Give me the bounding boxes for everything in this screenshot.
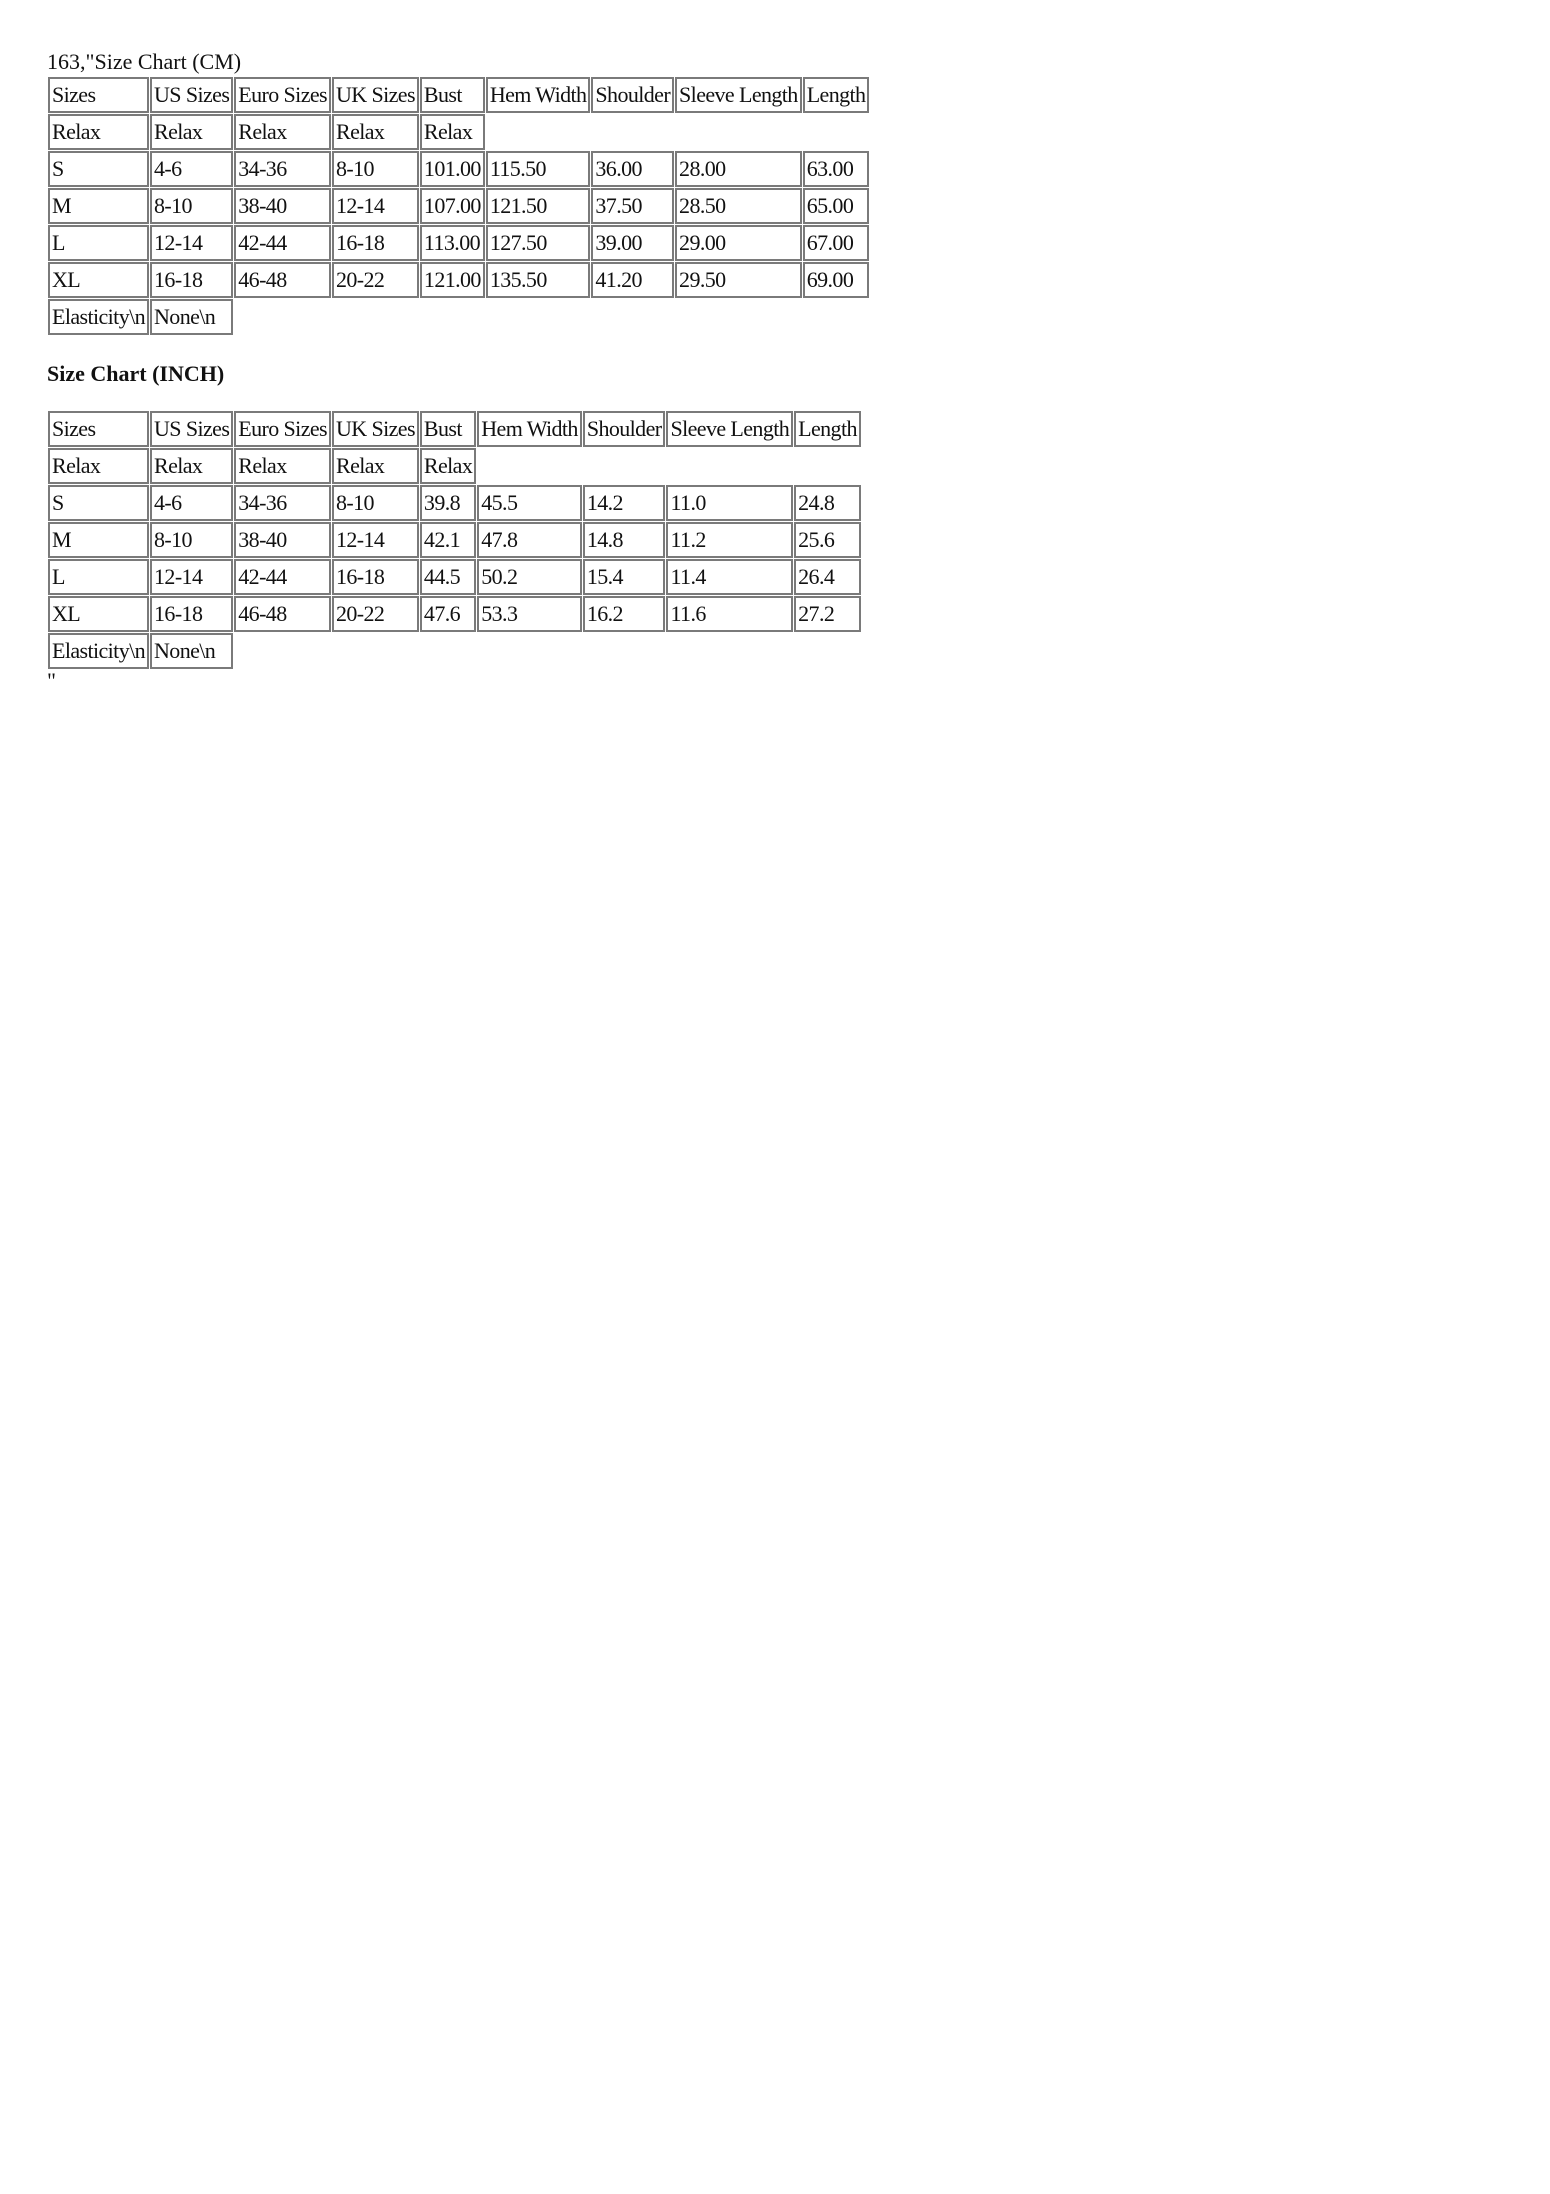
table-cell: 11.2: [666, 522, 793, 558]
header-cell: Sleeve Length: [666, 411, 793, 447]
relax-row: [48, 448, 861, 484]
header-cell: Euro Sizes: [234, 77, 331, 113]
elasticity-value-cell: None\n: [150, 633, 233, 669]
header-row: [48, 77, 869, 113]
table-cell: 113.00: [420, 225, 485, 261]
table-cell: L: [48, 225, 149, 261]
table-cell: 41.20: [591, 262, 674, 298]
header-cell: Hem Width: [477, 411, 582, 447]
elasticity-label-cell: Elasticity\n: [48, 633, 149, 669]
table-row: [48, 225, 869, 261]
table-row: [48, 485, 861, 521]
size-chart-cm-table: [47, 76, 870, 336]
table-cell: 16-18: [150, 262, 233, 298]
relax-cell: Relax: [150, 448, 233, 484]
header-cell: Shoulder: [583, 411, 666, 447]
table-cell: 39.8: [420, 485, 476, 521]
document-page: [47, 48, 1047, 692]
table-cell: 42.1: [420, 522, 476, 558]
table-cell: 16.2: [583, 596, 666, 632]
relax-cell: Relax: [420, 448, 476, 484]
table-row: [48, 559, 861, 595]
table-cell: S: [48, 151, 149, 187]
table-cell: 8-10: [332, 485, 419, 521]
elasticity-row: [48, 633, 861, 669]
table-cell: 50.2: [477, 559, 582, 595]
table-cell: 121.50: [486, 188, 591, 224]
table-cell: 20-22: [332, 262, 419, 298]
relax-cell: Relax: [48, 114, 149, 150]
table-cell: 15.4: [583, 559, 666, 595]
table-cell: 65.00: [803, 188, 870, 224]
relax-row: [48, 114, 869, 150]
relax-cell: Relax: [332, 448, 419, 484]
table-cell: 11.0: [666, 485, 793, 521]
table-cell: 42-44: [234, 559, 331, 595]
header-cell: Euro Sizes: [234, 411, 331, 447]
table-cell: 67.00: [803, 225, 870, 261]
table-cell: 4-6: [150, 485, 233, 521]
table-cell: 14.8: [583, 522, 666, 558]
table-cell: 8-10: [332, 151, 419, 187]
table-cell: 8-10: [150, 188, 233, 224]
table-cell: 12-14: [332, 522, 419, 558]
header-cell: Bust: [420, 77, 485, 113]
table-row: [48, 596, 861, 632]
table-cell: 36.00: [591, 151, 674, 187]
header-cell: Shoulder: [591, 77, 674, 113]
size-chart-inch-table: [47, 410, 862, 670]
table-cell: 27.2: [794, 596, 861, 632]
table-cell: 121.00: [420, 262, 485, 298]
header-cell: Sizes: [48, 77, 149, 113]
table-cell: 69.00: [803, 262, 870, 298]
header-cell: Sizes: [48, 411, 149, 447]
intro-line: 163,"Size Chart (CM): [47, 49, 242, 74]
table-cell: 24.8: [794, 485, 861, 521]
table-cell: XL: [48, 596, 149, 632]
table-cell: 29.00: [675, 225, 802, 261]
header-cell: Hem Width: [486, 77, 591, 113]
table-cell: 4-6: [150, 151, 233, 187]
relax-cell: Relax: [48, 448, 149, 484]
table-cell: 42-44: [234, 225, 331, 261]
header-cell: US Sizes: [150, 77, 233, 113]
header-cell: Sleeve Length: [675, 77, 802, 113]
table-cell: 37.50: [591, 188, 674, 224]
table-cell: 29.50: [675, 262, 802, 298]
table-cell: S: [48, 485, 149, 521]
header-cell: US Sizes: [150, 411, 233, 447]
table-cell: 107.00: [420, 188, 485, 224]
header-cell: Bust: [420, 411, 476, 447]
table-cell: 14.2: [583, 485, 666, 521]
table-cell: 28.00: [675, 151, 802, 187]
table-cell: 46-48: [234, 596, 331, 632]
table-cell: 8-10: [150, 522, 233, 558]
table-row: [48, 522, 861, 558]
table-cell: 25.6: [794, 522, 861, 558]
table-cell: 34-36: [234, 151, 331, 187]
relax-cell: Relax: [234, 114, 331, 150]
header-cell: Length: [794, 411, 861, 447]
table-cell: 12-14: [150, 559, 233, 595]
inch-chart-heading: Size Chart (INCH): [47, 361, 225, 386]
table-cell: 26.4: [794, 559, 861, 595]
table-cell: 11.6: [666, 596, 793, 632]
relax-cell: Relax: [150, 114, 233, 150]
table-cell: 44.5: [420, 559, 476, 595]
table-cell: 12-14: [332, 188, 419, 224]
table-cell: 101.00: [420, 151, 485, 187]
table-cell: XL: [48, 262, 149, 298]
table-row: [48, 151, 869, 187]
table-cell: L: [48, 559, 149, 595]
table-cell: 127.50: [486, 225, 591, 261]
table-cell: M: [48, 522, 149, 558]
table-cell: 28.50: [675, 188, 802, 224]
table-row: [48, 262, 869, 298]
table-cell: 39.00: [591, 225, 674, 261]
table-cell: 46-48: [234, 262, 331, 298]
table-cell: M: [48, 188, 149, 224]
table-row: [48, 188, 869, 224]
table-cell: 135.50: [486, 262, 591, 298]
table-cell: 16-18: [150, 596, 233, 632]
relax-cell: Relax: [420, 114, 485, 150]
table-cell: 16-18: [332, 559, 419, 595]
closing-quote: ": [47, 668, 56, 693]
table-cell: 63.00: [803, 151, 870, 187]
table-cell: 20-22: [332, 596, 419, 632]
header-row: [48, 411, 861, 447]
table-cell: 53.3: [477, 596, 582, 632]
header-cell: Length: [803, 77, 870, 113]
table-cell: 115.50: [486, 151, 591, 187]
table-cell: 47.6: [420, 596, 476, 632]
table-cell: 11.4: [666, 559, 793, 595]
header-cell: UK Sizes: [332, 77, 419, 113]
table-cell: 34-36: [234, 485, 331, 521]
elasticity-label-cell: Elasticity\n: [48, 299, 149, 335]
table-cell: 38-40: [234, 522, 331, 558]
table-cell: 45.5: [477, 485, 582, 521]
relax-cell: Relax: [234, 448, 331, 484]
elasticity-row: [48, 299, 869, 335]
table-cell: 16-18: [332, 225, 419, 261]
header-cell: UK Sizes: [332, 411, 419, 447]
table-cell: 12-14: [150, 225, 233, 261]
relax-cell: Relax: [332, 114, 419, 150]
table-cell: 38-40: [234, 188, 331, 224]
elasticity-value-cell: None\n: [150, 299, 233, 335]
table-cell: 47.8: [477, 522, 582, 558]
